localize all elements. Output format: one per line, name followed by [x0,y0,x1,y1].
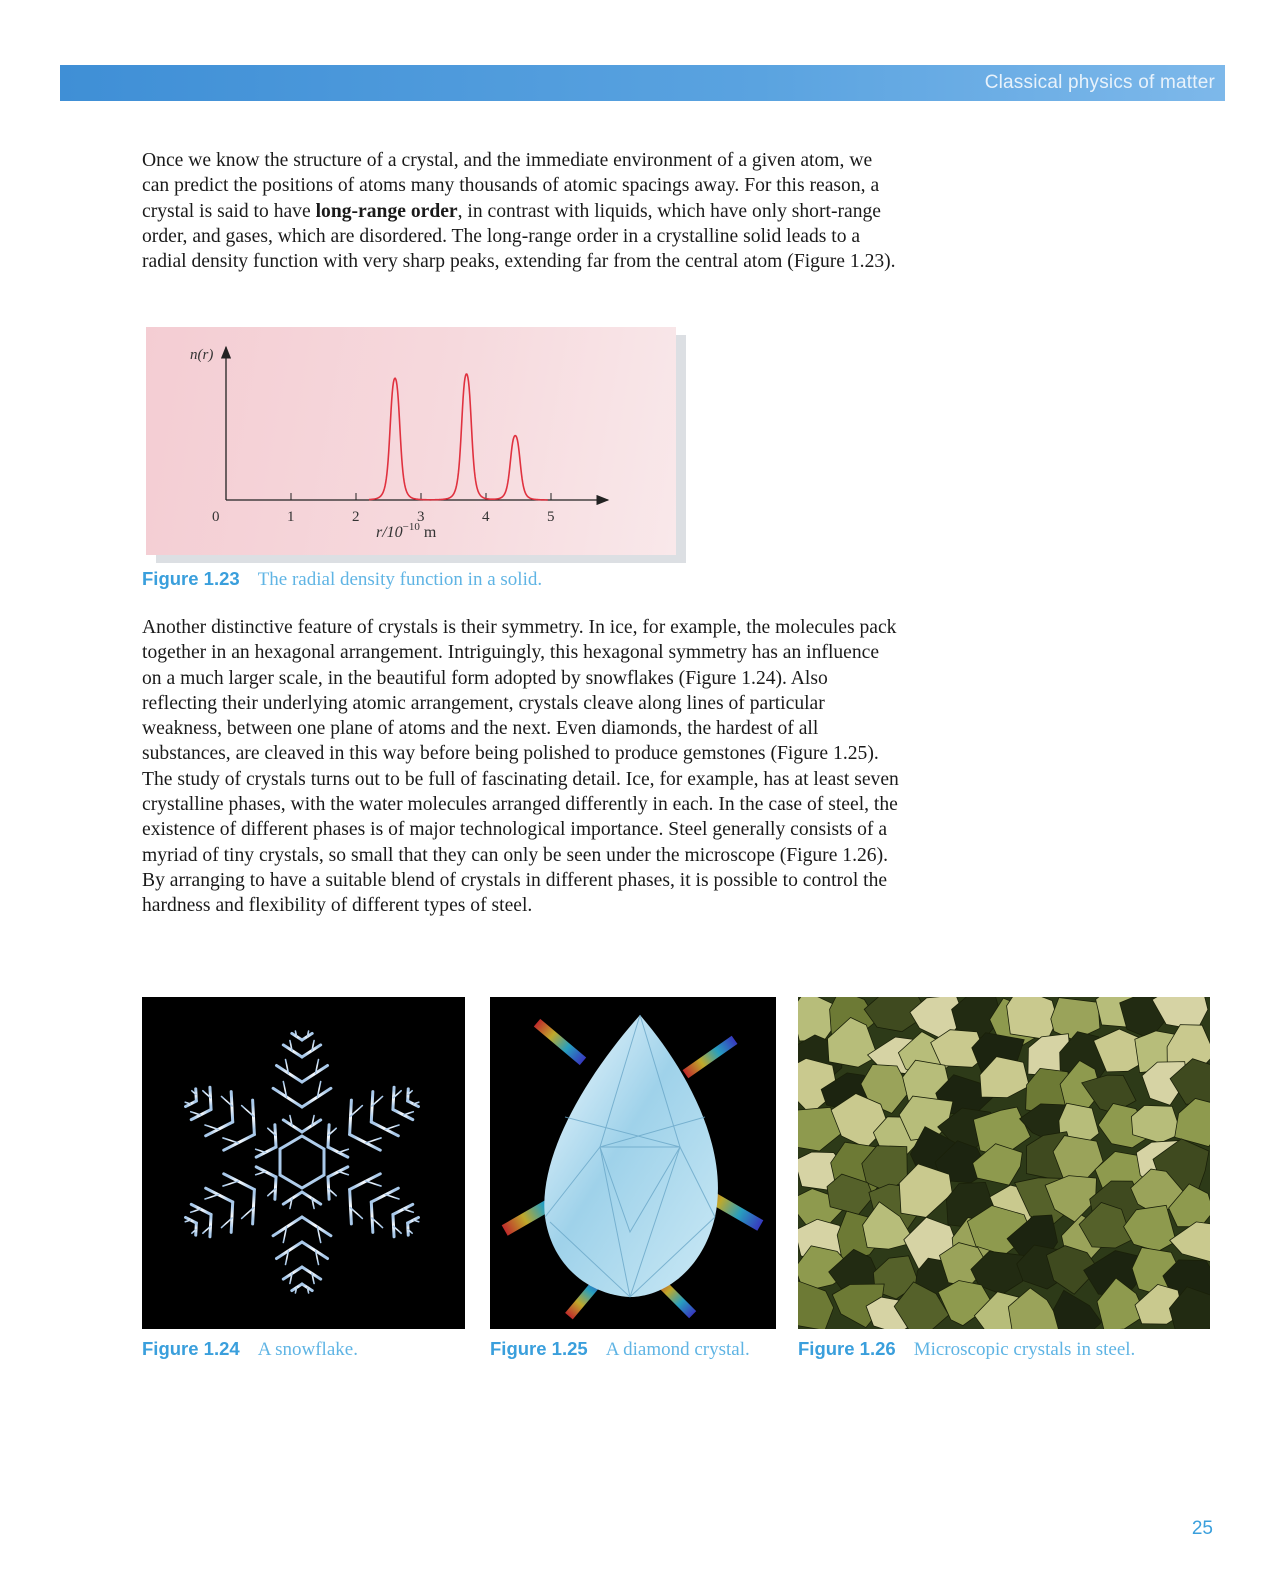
figure-1-25-label: Figure 1.25 [490,1338,588,1359]
paragraph-long-range-order [142,148,902,274]
paragraph-crystal-symmetry: Another distinctive feature of crystals is their symmetry. In ice, for example, the molecules pack together in an hexagonal arrangement. Intriguingly, this hexagonal symmetry has an influence on a much larger scale, in the beautiful form adopted by snowflakes (Figure 1.24). Also reflecting their underlying atomic arrangement, crystals cleave along lines of particular weakness, between one plane of atoms and the next. Even diamonds, the hardest of all substances, are cleaved in this way before being polished to produce gemstones (Figure 1.25). The study of crystals turns out to be full of fascinating detail. Ice, for example, has at least seven crystalline phases, with the water molecules arranged differently in each. In the case of steel, the existence of different phases is of major technological importance. Steel generally consists of a myriad of tiny crystals, so small that they can only be seen under the microscope (Figure 1.26). By arranging to have a suitable blend of crystals in different phases, it is possible to control the hardness and flexibility of different types of steel. [142,617,899,917]
rdf-curve [369,374,548,500]
paragraph1-text-before: Once we know the structure of a crystal, and the immediate environment of a given atom, we can predict the positions of atoms many thousands of atomic spacings away. For this reason, a crystal is said to have [142,150,880,222]
y-axis-label: n(r) [190,347,214,363]
radial-density-chart [146,327,676,555]
figure-1-25-caption [490,1338,750,1361]
figure-1-26-caption [798,1338,1135,1361]
x-tick-label: 3 [417,509,425,525]
figure-1-24-caption [142,1338,358,1361]
x-tick-label: 2 [352,509,360,525]
figure-1-24-caption-text: A snowflake. [257,1339,358,1360]
running-header-bar [60,65,1225,101]
figure-1-24-label: Figure 1.24 [142,1338,240,1359]
x-tick-label: 5 [547,509,555,525]
x-tick-label: 4 [482,509,490,525]
x-tick-label: 1 [287,509,295,525]
x-tick-label: 0 [212,509,220,525]
figure-1-23-label: Figure 1.23 [142,568,240,589]
figure-1-23-chart [146,327,676,555]
figure-1-23-caption [142,568,542,591]
x-axis-label: $r/10^{-10}$ m [376,521,437,541]
running-header-title: Classical physics of matter [984,72,1215,93]
paragraph1-text-after: , in contrast with liquids, which have only short-range order, and gases, which are disordered. The long-range order in a crystalline solid leads to a radial density function with very sharp peaks, extending far from the central atom (Figure 1.23). [142,200,896,273]
snowflake-photo [142,997,465,1329]
figure-1-25-caption-text: A diamond crystal. [605,1339,750,1360]
figure-1-23-caption-text: The radial density function in a solid. [257,569,543,590]
page-number: 25 [1191,1518,1213,1539]
steel-micrograph-photo [798,997,1210,1329]
paragraph1-bold-term: long-range order [315,200,458,222]
figure-1-26-label: Figure 1.26 [798,1338,896,1359]
figure-1-26-caption-text: Microscopic crystals in steel. [913,1339,1136,1360]
diamond-photo [490,997,776,1329]
